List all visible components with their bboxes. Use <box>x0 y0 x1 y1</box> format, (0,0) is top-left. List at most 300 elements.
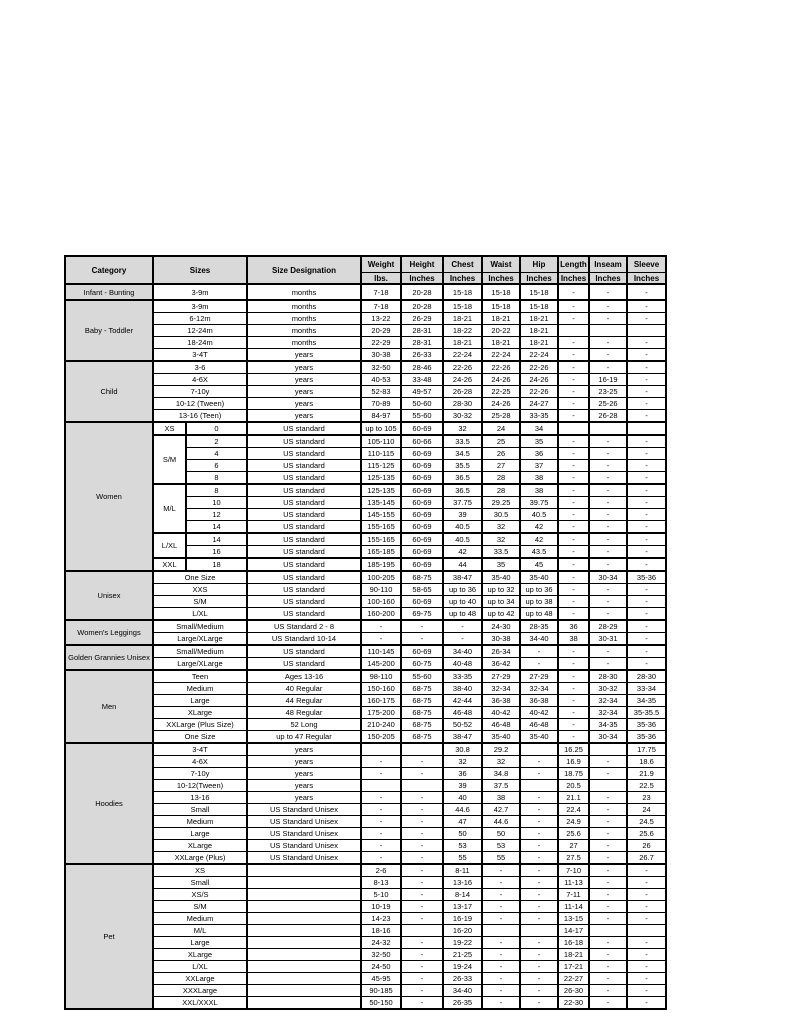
measure-cell: 25-26 <box>589 398 627 410</box>
measure-cell: - <box>589 460 627 472</box>
designation-cell: US standard <box>247 484 361 497</box>
measure-cell: 40.5 <box>520 509 558 521</box>
measure-cell: 40.5 <box>443 521 482 534</box>
measure-cell: 60-69 <box>401 472 443 485</box>
table-row <box>65 780 666 792</box>
designation-cell: US standard <box>247 558 361 571</box>
measure-cell: - <box>558 374 589 386</box>
measure-cell: 22-25 <box>482 386 520 398</box>
measure-cell: 19-22 <box>443 937 482 949</box>
designation-cell: months <box>247 337 361 349</box>
col-unit-weight: lbs. <box>361 273 401 285</box>
measure-cell: - <box>589 937 627 949</box>
measure-cell: 50-60 <box>401 398 443 410</box>
measure-cell: 125-135 <box>361 484 401 497</box>
designation-cell: 44 Regular <box>247 695 361 707</box>
measure-cell: 34-40 <box>520 633 558 646</box>
measure-cell <box>520 780 558 792</box>
measure-cell: 30-31 <box>589 633 627 646</box>
measure-cell: 98-110 <box>361 670 401 683</box>
size-cell: M/L <box>153 925 247 937</box>
measure-cell: - <box>558 460 589 472</box>
measure-cell: 27-29 <box>482 670 520 683</box>
measure-cell: 18-21 <box>482 337 520 349</box>
designation-cell <box>247 949 361 961</box>
measure-cell: - <box>589 300 627 313</box>
measure-cell: 29.25 <box>482 497 520 509</box>
measure-cell: - <box>627 337 666 349</box>
measure-cell: 50-150 <box>361 997 401 1010</box>
size-cell: XS/S <box>153 889 247 901</box>
measure-cell: 30-38 <box>482 633 520 646</box>
table-row <box>65 386 666 398</box>
measure-cell: 150-205 <box>361 731 401 744</box>
designation-cell: US standard <box>247 509 361 521</box>
measure-cell: 42.7 <box>482 804 520 816</box>
measure-cell: 32-50 <box>361 949 401 961</box>
measure-cell <box>520 743 558 756</box>
measure-cell: - <box>627 374 666 386</box>
measure-cell: - <box>401 961 443 973</box>
col-unit-height: Inches <box>401 273 443 285</box>
table-row <box>65 743 666 756</box>
measure-cell: - <box>520 816 558 828</box>
col-header-weight: Weight <box>361 256 401 273</box>
measure-cell: 18-22 <box>443 325 482 337</box>
measure-cell: - <box>520 658 558 671</box>
measure-cell: - <box>482 864 520 877</box>
measure-cell: - <box>558 645 589 658</box>
measure-cell: 30-38 <box>361 349 401 362</box>
measure-cell: 24-26 <box>443 374 482 386</box>
measure-cell: 39 <box>443 780 482 792</box>
measure-cell: 42-44 <box>443 695 482 707</box>
measure-cell: - <box>589 349 627 362</box>
measure-cell: - <box>482 877 520 889</box>
measure-cell: 11-13 <box>558 877 589 889</box>
measure-cell: 28-30 <box>443 398 482 410</box>
measure-cell: 15-18 <box>520 300 558 313</box>
measure-cell: - <box>401 756 443 768</box>
table-row <box>65 374 666 386</box>
col-header-length: Length <box>558 256 589 273</box>
measure-cell: 26-28 <box>589 410 627 423</box>
size-cell: 3-9m <box>153 300 247 313</box>
measure-cell: 35-36 <box>627 731 666 744</box>
measure-cell: 10-19 <box>361 901 401 913</box>
measure-cell: 32-34 <box>589 707 627 719</box>
designation-cell <box>247 913 361 925</box>
measure-cell: 38 <box>520 472 558 485</box>
measure-cell: 68-75 <box>401 731 443 744</box>
measure-cell: 2-6 <box>361 864 401 877</box>
measure-cell: 21.1 <box>558 792 589 804</box>
measure-cell: up to 34 <box>482 596 520 608</box>
measure-cell: 33-48 <box>401 374 443 386</box>
measure-cell: - <box>401 949 443 961</box>
measure-cell: - <box>558 546 589 559</box>
measure-cell: 22-24 <box>520 349 558 362</box>
measure-cell: 38-47 <box>443 571 482 584</box>
measure-cell: 42 <box>443 546 482 559</box>
measure-cell: 175-200 <box>361 707 401 719</box>
size-cell: 7-10y <box>153 768 247 780</box>
measure-cell: 28-29 <box>589 620 627 633</box>
measure-cell: 32 <box>482 756 520 768</box>
size-cell: 13-16 <box>153 792 247 804</box>
measure-cell: - <box>361 792 401 804</box>
measure-cell: 16.9 <box>558 756 589 768</box>
measure-cell: - <box>627 889 666 901</box>
measure-cell: - <box>627 435 666 448</box>
measure-cell: - <box>558 313 589 325</box>
size-cell: 4-6X <box>153 756 247 768</box>
measure-cell: - <box>558 707 589 719</box>
table-row <box>65 571 666 584</box>
measure-cell: 26-33 <box>401 349 443 362</box>
col-header-category: Category <box>65 256 153 284</box>
measure-cell: - <box>589 792 627 804</box>
section-unisex <box>65 571 666 620</box>
measure-cell: 36-42 <box>482 658 520 671</box>
measure-cell: - <box>627 937 666 949</box>
measure-cell: 24-27 <box>520 398 558 410</box>
measure-cell: - <box>401 792 443 804</box>
measure-cell: 110-115 <box>361 448 401 460</box>
measure-cell: - <box>589 337 627 349</box>
measure-cell: 34.5 <box>443 448 482 460</box>
size-cell: 16 <box>186 546 247 559</box>
measure-cell: - <box>520 804 558 816</box>
measure-cell: 50 <box>443 828 482 840</box>
measure-cell: 19-24 <box>443 961 482 973</box>
size-cell: Large/XLarge <box>153 658 247 671</box>
measure-cell: 155-165 <box>361 521 401 534</box>
designation-cell: US standard <box>247 584 361 596</box>
measure-cell: 18-21 <box>443 337 482 349</box>
measure-cell: - <box>589 864 627 877</box>
measure-cell: - <box>401 852 443 865</box>
measure-cell: - <box>589 768 627 780</box>
category-cell: Child <box>65 361 153 422</box>
designation-cell: years <box>247 410 361 423</box>
measure-cell: up to 38 <box>520 596 558 608</box>
measure-cell: 27-29 <box>520 670 558 683</box>
measure-cell: 46-48 <box>520 719 558 731</box>
measure-cell: - <box>361 852 401 865</box>
measure-cell: 90-110 <box>361 584 401 596</box>
measure-cell: - <box>520 997 558 1010</box>
designation-cell: years <box>247 756 361 768</box>
measure-cell: 60-69 <box>401 596 443 608</box>
size-cell: 7-10y <box>153 386 247 398</box>
measure-cell: 26-33 <box>443 973 482 985</box>
measure-cell <box>361 780 401 792</box>
measure-cell: - <box>627 398 666 410</box>
measure-cell: 32-34 <box>589 695 627 707</box>
table-row <box>65 410 666 423</box>
measure-cell: - <box>589 889 627 901</box>
category-cell: Pet <box>65 864 153 1009</box>
size-cell: Medium <box>153 683 247 695</box>
measure-cell: 35.5 <box>443 460 482 472</box>
size-cell: 3-6 <box>153 361 247 374</box>
designation-cell: years <box>247 768 361 780</box>
measure-cell: 60-69 <box>401 546 443 559</box>
size-group-cell: XXL <box>153 558 186 571</box>
size-cell: Large/XLarge <box>153 633 247 646</box>
measure-cell: 21-25 <box>443 949 482 961</box>
measure-cell: 15-18 <box>443 300 482 313</box>
measure-cell: 24-26 <box>520 374 558 386</box>
measure-cell: 22-24 <box>482 349 520 362</box>
measure-cell <box>401 780 443 792</box>
section-men <box>65 670 666 743</box>
designation-cell <box>247 889 361 901</box>
measure-cell: - <box>520 768 558 780</box>
measure-cell: 35-40 <box>482 731 520 744</box>
measure-cell: 16-19 <box>443 913 482 925</box>
measure-cell: 46-48 <box>443 707 482 719</box>
measure-cell: 18-16 <box>361 925 401 937</box>
measure-cell: 160-200 <box>361 608 401 621</box>
measure-cell: 13-16 <box>443 877 482 889</box>
measure-cell: - <box>558 361 589 374</box>
measure-cell: - <box>589 985 627 997</box>
size-group-cell: M/L <box>153 484 186 533</box>
designation-cell <box>247 997 361 1010</box>
measure-cell: up to 36 <box>443 584 482 596</box>
measure-cell: - <box>627 901 666 913</box>
measure-cell: - <box>482 973 520 985</box>
measure-cell: 32 <box>482 533 520 546</box>
measure-cell: 28-31 <box>401 325 443 337</box>
table-row <box>65 670 666 683</box>
size-cell: 10-12 (Tween) <box>153 398 247 410</box>
measure-cell: - <box>361 633 401 646</box>
measure-cell: 22.5 <box>627 780 666 792</box>
designation-cell: years <box>247 792 361 804</box>
measure-cell: - <box>589 435 627 448</box>
table-row <box>65 985 666 997</box>
measure-cell: 60-69 <box>401 460 443 472</box>
measure-cell: 33.5 <box>443 435 482 448</box>
measure-cell: - <box>401 828 443 840</box>
measure-cell: 160-175 <box>361 695 401 707</box>
measure-cell: 34 <box>520 422 558 435</box>
measure-cell: - <box>589 584 627 596</box>
measure-cell: - <box>627 961 666 973</box>
size-cell: 0 <box>186 422 247 435</box>
size-cell: One Size <box>153 731 247 744</box>
measure-cell: 100-205 <box>361 571 401 584</box>
measure-cell: 28-30 <box>589 670 627 683</box>
size-cell: Large <box>153 695 247 707</box>
size-cell: Small <box>153 804 247 816</box>
size-cell: XLarge <box>153 707 247 719</box>
size-cell: XS <box>153 864 247 877</box>
measure-cell: 60-69 <box>401 448 443 460</box>
measure-cell: 17.75 <box>627 743 666 756</box>
measure-cell: 27 <box>482 460 520 472</box>
section-baby-toddler <box>65 300 666 361</box>
measure-cell: 28 <box>482 484 520 497</box>
measure-cell: 18-21 <box>520 337 558 349</box>
measure-cell: - <box>401 877 443 889</box>
measure-cell: - <box>589 509 627 521</box>
size-cell: Medium <box>153 816 247 828</box>
measure-cell: - <box>589 533 627 546</box>
table-row <box>65 337 666 349</box>
measure-cell: - <box>401 913 443 925</box>
size-cell: 2 <box>186 435 247 448</box>
measure-cell: 68-75 <box>401 571 443 584</box>
measure-cell: - <box>589 608 627 621</box>
section-infant-bunting <box>65 284 666 300</box>
table-row <box>65 889 666 901</box>
designation-cell: US standard <box>247 533 361 546</box>
measure-cell: up to 48 <box>443 608 482 621</box>
table-row <box>65 361 666 374</box>
measure-cell: - <box>589 596 627 608</box>
measure-cell: - <box>589 949 627 961</box>
measure-cell: 16.25 <box>558 743 589 756</box>
measure-cell: 7-10 <box>558 864 589 877</box>
col-header-chest: Chest <box>443 256 482 273</box>
measure-cell <box>482 925 520 937</box>
measure-cell: 60-66 <box>401 435 443 448</box>
measure-cell: - <box>627 985 666 997</box>
measure-cell: 20-29 <box>361 325 401 337</box>
measure-cell <box>627 925 666 937</box>
category-cell: Baby - Toddler <box>65 300 153 361</box>
measure-cell: 145-200 <box>361 658 401 671</box>
measure-cell: 18-21 <box>558 949 589 961</box>
size-cell: Medium <box>153 913 247 925</box>
category-cell: Men <box>65 670 153 743</box>
measure-cell: 50 <box>482 828 520 840</box>
size-cell: XXS <box>153 584 247 596</box>
designation-cell: US standard <box>247 422 361 435</box>
measure-cell: 25-28 <box>482 410 520 423</box>
measure-cell: 42 <box>520 533 558 546</box>
measure-cell: - <box>443 633 482 646</box>
designation-cell: US standard <box>247 571 361 584</box>
measure-cell: 28-35 <box>520 620 558 633</box>
measure-cell: 38-40 <box>443 683 482 695</box>
size-cell: 8 <box>186 484 247 497</box>
measure-cell: - <box>361 840 401 852</box>
section-hoodies <box>65 743 666 864</box>
measure-cell: 7-18 <box>361 284 401 300</box>
measure-cell: 38 <box>482 792 520 804</box>
table-row <box>65 313 666 325</box>
measure-cell: 35-40 <box>520 731 558 744</box>
measure-cell: - <box>558 497 589 509</box>
size-cell: 4-6X <box>153 374 247 386</box>
size-cell: 4 <box>186 448 247 460</box>
designation-cell: years <box>247 398 361 410</box>
designation-cell <box>247 925 361 937</box>
measure-cell: 34-40 <box>443 645 482 658</box>
measure-cell: 44.6 <box>482 816 520 828</box>
measure-cell: - <box>401 901 443 913</box>
measure-cell: 22-26 <box>482 361 520 374</box>
size-cell: 13-16 (Teen) <box>153 410 247 423</box>
measure-cell: 24-30 <box>482 620 520 633</box>
size-cell: L/XL <box>153 961 247 973</box>
measure-cell: - <box>589 521 627 534</box>
measure-cell: 40-42 <box>482 707 520 719</box>
measure-cell: 37 <box>520 460 558 472</box>
measure-cell: - <box>627 349 666 362</box>
category-cell: Women's Leggings <box>65 620 153 645</box>
measure-cell: 26 <box>482 448 520 460</box>
measure-cell: - <box>627 608 666 621</box>
measure-cell: 18-21 <box>443 313 482 325</box>
measure-cell: - <box>401 997 443 1010</box>
measure-cell: 49-57 <box>401 386 443 398</box>
table-row <box>65 658 666 671</box>
measure-cell: 24-32 <box>361 937 401 949</box>
measure-cell: 90-185 <box>361 985 401 997</box>
measure-cell: 32 <box>443 756 482 768</box>
measure-cell: - <box>520 840 558 852</box>
table-row <box>65 300 666 313</box>
table-row <box>65 645 666 658</box>
designation-cell: US Standard Unisex <box>247 840 361 852</box>
col-unit-inseam: Inches <box>589 273 627 285</box>
measure-cell <box>589 780 627 792</box>
measure-cell: - <box>401 840 443 852</box>
table-row <box>65 731 666 744</box>
designation-cell: years <box>247 374 361 386</box>
measure-cell: 58-65 <box>401 584 443 596</box>
measure-cell: 32-34 <box>520 683 558 695</box>
measure-cell: - <box>401 620 443 633</box>
measure-cell: 14-17 <box>558 925 589 937</box>
measure-cell: 24 <box>482 422 520 435</box>
designation-cell: 52 Long <box>247 719 361 731</box>
measure-cell: - <box>558 608 589 621</box>
measure-cell: - <box>627 472 666 485</box>
category-cell: Infant - Bunting <box>65 284 153 300</box>
measure-cell: - <box>627 484 666 497</box>
measure-cell: - <box>361 816 401 828</box>
measure-cell: - <box>627 546 666 559</box>
measure-cell: 25 <box>482 435 520 448</box>
measure-cell: - <box>401 768 443 780</box>
measure-cell: 135-145 <box>361 497 401 509</box>
measure-cell: 26 <box>627 840 666 852</box>
table-row <box>65 913 666 925</box>
measure-cell: 28-30 <box>627 670 666 683</box>
measure-cell: 36 <box>520 448 558 460</box>
measure-cell: - <box>589 852 627 865</box>
measure-cell: - <box>520 901 558 913</box>
measure-cell: 24 <box>627 804 666 816</box>
table-row <box>65 792 666 804</box>
measure-cell: 18-21 <box>520 325 558 337</box>
measure-cell <box>401 925 443 937</box>
measure-cell <box>520 925 558 937</box>
measure-cell: 30-32 <box>589 683 627 695</box>
measure-cell: - <box>589 361 627 374</box>
measure-cell: - <box>589 472 627 485</box>
measure-cell: 13-15 <box>558 913 589 925</box>
size-chart-table <box>64 255 667 1010</box>
measure-cell: 60-69 <box>401 558 443 571</box>
